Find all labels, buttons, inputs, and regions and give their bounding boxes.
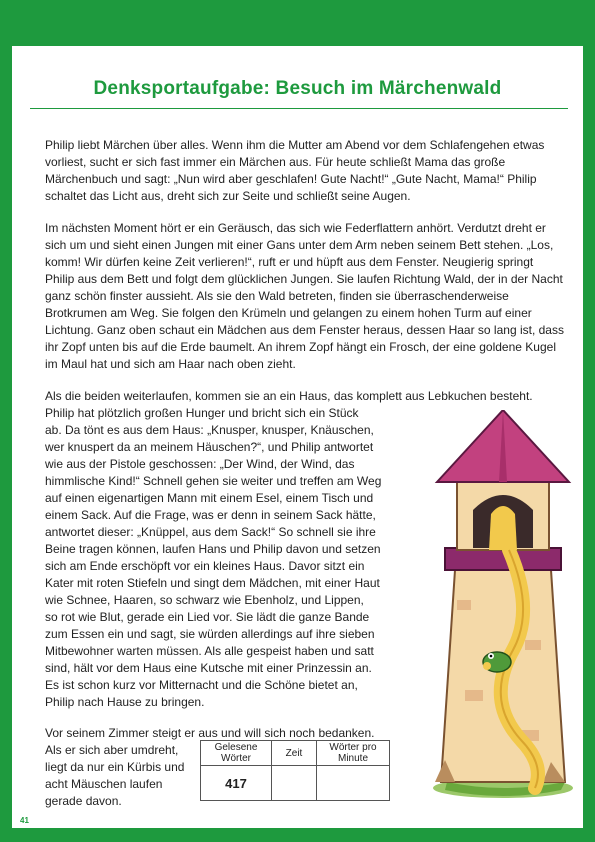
text-line: Als er sich aber umdreht, xyxy=(45,743,179,757)
text-line: wer knuspert da an meinem Häuschen?“, und Philip antwortet xyxy=(45,440,374,454)
text-line: himmlische Kind!“ Schnell gehen sie weiter und treffen am Weg xyxy=(45,474,382,488)
text-line: Als die beiden weiterlaufen, kommen sie an ein Haus, das komplett aus Lebkuchen besteht. xyxy=(45,389,533,403)
text-line: sind, hält vor dem Haus eine Kutsche mit einer Prinzessin an. xyxy=(45,661,372,675)
text-line: so rot wie Blut, gerade ein Lied vor. Sie lädt die ganze Bande xyxy=(45,610,370,624)
text-line: Philip nach Hause zu bringen. xyxy=(45,695,205,709)
text-line: Kater mit roten Stiefeln und singt dem Mädchen, mit einer Haut xyxy=(45,576,380,590)
text-line: ab. Da tönt es aus dem Haus: „Knusper, knusper, Knäuschen, xyxy=(45,423,374,437)
value-words-per-minute[interactable] xyxy=(317,766,390,801)
text-line: antwortet dieser: „Knüppel, aus dem Sack!“ So schnell sie ihre xyxy=(45,525,376,539)
text-line: Beine tragen können, laufen Hans und Philip davon und setzen xyxy=(45,542,381,556)
left-border xyxy=(0,46,12,842)
paragraph-intro: Philip liebt Märchen über alles. Wenn ihm die Mutter am Abend vor dem Schlafengehen etwas vorliest, sucht er sich fast immer ein Märchen aus. Für heute schließt Mama das große Märchenbuch und sagt: „Nun wird aber geschlafen! Gute Nacht!“ „Gute Nacht, Mama!“ Philip schaltet das Licht aus, dreht sich zur Seite und schließt seine Augen. xyxy=(45,138,545,203)
page-title: Denksportaufgabe: Besuch im Märchenwald xyxy=(93,78,502,99)
text-line: wie Schnee, Haaren, so schwarz wie Ebenholz, und Lippen, xyxy=(45,593,364,607)
page-number: 41 xyxy=(20,816,29,825)
text-line: liegt da nur ein Kürbis und xyxy=(45,760,185,774)
reading-stats-table xyxy=(200,740,390,801)
text-line: Vor seinem Zimmer steigt er aus und will sich noch bedanken. xyxy=(45,726,375,740)
text-line: Mitbewohner warten müssen. Als alle gespeist haben und satt xyxy=(45,644,374,658)
title-underline xyxy=(30,108,568,109)
text-line: wie aus der Pistole geschossen: „Der Wind, der Wind, das xyxy=(45,457,355,471)
top-border xyxy=(0,0,595,46)
header-time: Zeit xyxy=(272,741,317,766)
paragraph-forest: Im nächsten Moment hört er ein Geräusch, das sich wie Federflattern anhört. Verdutzt dreht er sich um und sieht einen Jungen mit einer Gans unter dem Arm neben seinem Bett stehen. „Los, komm! Wir dürfen keine Zeit verlieren!“, ruft er und hüpft aus dem Fenster. Neugierig springt Philip aus dem Bett und folgt dem glücklichen Jungen. Sie laufen Richtung Wald, der in der Nacht ganz schön finster aussieht. Als sie den Wald betreten, finden sie überraschenderweise Brotkrumen am Weg. Sie folgen den Krümeln und gelangen zu einem hohen Turm auf einer Lichtung. Ganz oben schaut ein Mädchen aus dem Fenster heraus, dessen Haar so lang ist, dass ihr Zopf unten bis auf die Erde baumelt. An ihrem Zopf hängt ein Frosch, der eine goldene Kugel im Maul hat und sich am Haar nach oben zieht. xyxy=(45,221,564,371)
right-border xyxy=(583,46,595,842)
text-line: Philip hat plötzlich großen Hunger und bricht sich ein Stück xyxy=(45,406,359,420)
text-line: einem Sack. Auf die Frage, was er denn in seinem Sack hätte, xyxy=(45,508,376,522)
value-words-read: 417 xyxy=(201,766,272,801)
bottom-border xyxy=(0,828,595,842)
rapunzel-tower-illustration xyxy=(425,410,575,800)
text-line: gerade davon. xyxy=(45,794,122,808)
text-line: sich am Ende erschöpft vor ein kleines Haus. Davor sitzt ein xyxy=(45,559,365,573)
text-line: Es ist schon kurz vor Mitternacht und die Schöne bietet an, xyxy=(45,678,358,692)
header-words-read: Gelesene Wörter xyxy=(201,741,272,766)
header-words-per-minute: Wörter pro Minute xyxy=(317,741,390,766)
value-time[interactable] xyxy=(272,766,317,801)
text-line: zum Essen ein und sagt, sie würden allerdings auf ihre sieben xyxy=(45,627,375,641)
text-line: auf einen eigenartigen Mann mit einem Esel, einem Tisch und xyxy=(45,491,374,505)
text-line: acht Mäuschen laufen xyxy=(45,777,163,791)
